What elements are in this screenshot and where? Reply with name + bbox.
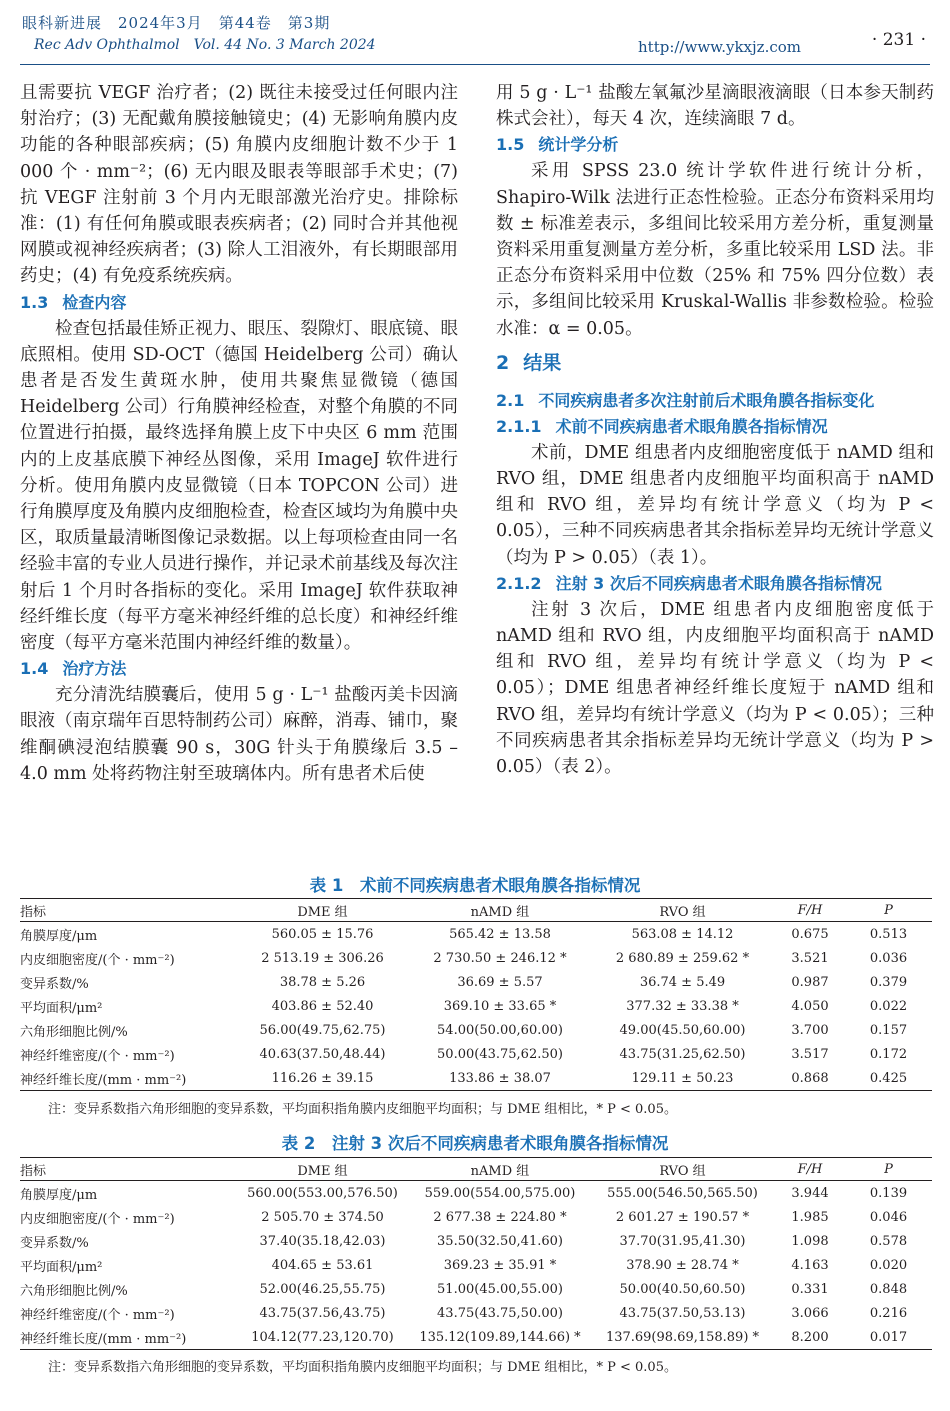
table-row [20, 1325, 932, 1350]
table-cell: 135.12(109.89,144.66) * [410, 1325, 590, 1350]
journal-title-cn: 眼科新进展 2024年3月 第44卷 第3期 [22, 14, 331, 32]
section-number: 1.5 [496, 135, 525, 155]
table-cell: 555.00(546.50,565.50) [607, 1185, 758, 1201]
paragraph: 用 5 g · L⁻¹ 盐酸左氧氟沙星滴眼液滴眼（日本参天制药株式会社），每天 4 次，连续滴眼 7 d。 [496, 83, 934, 130]
section-heading-1-3 [20, 290, 458, 316]
paragraph: 注射 3 次后，DME 组患者内皮细胞密度低于 nAMD 组和 RVO 组，内皮细胞平均面积高于 nAMD 组和 RVO 组，差异均有统计学意义（均为 P < 0.05）；DME 组患者神经纤维长度短于 nAMD 组和 RVO 组，差异均有统计学意义（均为 P < 0.05）；三种不同疾病患者其余指标差异均无统计学意义（均为 P > 0.05）（表 2）。 [496, 599, 934, 778]
table-cell: 2 730.50 ± 246.12 * [433, 950, 567, 966]
table-cell: 0.675 [791, 926, 829, 942]
table-cell: 43.75(43.75,50.00) [437, 1305, 563, 1321]
row-label: 内皮细胞密度/(个 · mm⁻²) [20, 1211, 175, 1227]
table-cell: 37.70(31.95,41.30) [619, 1233, 746, 1249]
table-row [20, 970, 932, 994]
table-cell: 0.331 [791, 1281, 829, 1297]
row-label: 神经纤维长度/(mm · mm⁻²) [20, 1066, 235, 1091]
paragraph: 检查包括最佳矫正视力、眼压、裂隙灯、眼底镜、眼底照相。使用 SD-OCT（德国 Heidelberg 公司）确认患者是否发生黄斑水肿，使用共聚焦显微镜（德国 Heidelberg 公司）行角膜神经检查，对整个角膜的不同位置进行拍摄，最终选择角膜上皮下中央区 6 mm 范围内的上皮基底膜下神经丛图像，采用 ImageJ 软件进行分析。使用角膜内皮显微镜（日本 TOPCON 公司）进行角膜厚度及角膜内皮细胞检查，检查区域均为角膜中央区，取质量最清晰图像记录数据。以上每项检查由同一名经验丰富的专业人员进行操作，并记录术前基线及每次注射后 1 个月时各指标的变化。采用 ImageJ 软件获取神经纤维长度（每平方毫米神经纤维的总长度）和神经纤维密度（每平方毫米范围内神经纤维的数量）。 [20, 318, 458, 654]
table-row [20, 1181, 932, 1206]
table-row [20, 1205, 932, 1229]
table-cell: 0.017 [845, 1325, 932, 1350]
table-row [20, 1229, 932, 1253]
section-number: 2.1.2 [496, 573, 542, 593]
row-label: 变异系数/% [20, 976, 89, 992]
table-cell: 3.700 [791, 1022, 829, 1038]
left-column [20, 80, 458, 787]
table-1-caption: 表 1 术前不同疾病患者术眼角膜各指标情况 [309, 876, 641, 895]
table-cell: 2 601.27 ± 190.57 * [615, 1209, 750, 1225]
table-cell: 1.098 [791, 1233, 829, 1249]
table-cell: 38.78 ± 5.26 [279, 974, 366, 990]
table-2-caption: 表 2 注射 3 次后不同疾病患者术眼角膜各指标情况 [281, 1134, 669, 1153]
row-label: 变异系数/% [20, 1235, 89, 1251]
section-number: 1.4 [20, 659, 49, 679]
section-title: 注射 3 次后不同疾病患者术眼角膜各指标情况 [555, 573, 882, 593]
column-header: F/H [775, 1158, 845, 1181]
column-header: P [845, 899, 932, 922]
section-title: 术前不同疾病患者术眼角膜各指标情况 [555, 416, 828, 436]
table-cell: 4.050 [791, 998, 829, 1014]
table-cell: 129.11 ± 50.23 [590, 1066, 775, 1091]
table-cell: 377.32 ± 33.38 * [626, 998, 739, 1014]
table-cell: 40.63(37.50,48.44) [259, 1046, 386, 1062]
section-number: 2.1 [496, 390, 525, 410]
table-cell: 0.513 [869, 926, 908, 942]
section-title: 统计学分析 [538, 135, 619, 155]
section-number: 2.1.1 [496, 416, 542, 436]
table-cell: 0.036 [869, 950, 908, 966]
table-cell: 36.69 ± 5.57 [457, 974, 543, 990]
table-cell: 0.172 [869, 1046, 908, 1062]
section-title: 检查内容 [62, 292, 127, 312]
section-number: 1.3 [20, 292, 49, 312]
table-row [20, 994, 932, 1018]
section-heading-1-4 [20, 656, 458, 682]
table-cell: 116.26 ± 39.15 [235, 1066, 410, 1091]
column-header: RVO 组 [590, 899, 775, 922]
paragraph: 且需要抗 VEGF 治疗者；(2) 既往未接受过任何眼内注射治疗；(3) 无配戴角膜接触镜史；(4) 无影响角膜内皮功能的各种眼部疾病；(5) 角膜内皮细胞计数不少于 1 000 个 · mm⁻²；(6) 无内眼及眼表等眼部手术史；(7) 抗 VEGF 注射前 3 个月内无眼部激光治疗史。排除标准：(1) 有任何角膜或眼表疾病者；(2) 同时合并其他视网膜或视神经疾病者；(3) 除人工泪液外，有长期眼部用药史；(4) 有免疫系统疾病。 [20, 83, 458, 287]
row-label: 平均面积/μm² [20, 1000, 103, 1016]
row-label: 角膜厚度/μm [20, 1187, 98, 1203]
column-header: 指标 [20, 899, 235, 922]
table-2-note: 注：变异系数指六角形细胞的变异系数，平均面积指角膜内皮细胞平均面积；与 DME 组相比，* P < 0.05。 [48, 1360, 677, 1375]
table-cell: 2 677.38 ± 224.80 * [433, 1209, 567, 1225]
table-cell: 49.00(45.50,60.00) [619, 1022, 746, 1038]
section-heading-2 [496, 348, 934, 378]
table-cell: 565.42 ± 13.58 [449, 926, 551, 942]
table-cell: 43.75(37.56,43.75) [259, 1305, 386, 1321]
table-cell: 50.00(43.75,62.50) [437, 1046, 563, 1062]
row-label: 六角形细胞比例/% [20, 1283, 128, 1299]
column-header: F/H [775, 899, 845, 922]
table-cell: 104.12(77.23,120.70) [235, 1325, 410, 1350]
row-label: 内皮细胞密度/(个 · mm⁻²) [20, 952, 175, 968]
table-cell: 0.046 [869, 1209, 908, 1225]
table-1-note: 注：变异系数指六角形细胞的变异系数，平均面积指角膜内皮细胞平均面积；与 DME 组相比，* P < 0.05。 [48, 1102, 677, 1117]
table-cell: 3.517 [791, 1046, 829, 1062]
section-heading-2-1-1 [496, 414, 934, 440]
table-cell: 0.157 [869, 1022, 908, 1038]
row-label: 平均面积/μm² [20, 1259, 103, 1275]
table-cell: 563.08 ± 14.12 [631, 926, 734, 942]
table-cell: 36.74 ± 5.49 [639, 974, 726, 990]
table-row [20, 1018, 932, 1042]
table-cell: 0.578 [869, 1233, 908, 1249]
page-number: · 231 · [871, 30, 926, 50]
table-cell: 43.75(31.25,62.50) [619, 1046, 746, 1062]
table-cell: 54.00(50.00,60.00) [437, 1022, 563, 1038]
table-cell: 0.022 [869, 998, 908, 1014]
column-header: DME 组 [235, 1158, 410, 1181]
table-cell: 403.86 ± 52.40 [271, 998, 374, 1014]
table-cell: 378.90 ± 28.74 * [626, 1257, 739, 1273]
table-cell: 51.00(45.00,55.00) [437, 1281, 563, 1297]
paragraph: 充分清洗结膜囊后，使用 5 g · L⁻¹ 盐酸丙美卡因滴眼液（南京瑞年百思特制药公司）麻醉，消毒、铺巾，聚维酮碘浸泡结膜囊 90 s，30G 针头于角膜缘后 3.5 – 4.0 mm 处将药物注射至玻璃体内。所有患者术后使 [20, 685, 458, 784]
right-column [496, 80, 934, 780]
table-cell: 560.05 ± 15.76 [271, 926, 374, 942]
table-cell: 3.944 [791, 1185, 829, 1201]
section-heading-2-1-2 [496, 571, 934, 597]
page-header [20, 12, 930, 65]
row-label: 六角形细胞比例/% [20, 1024, 128, 1040]
table-cell: 559.00(554.00,575.00) [424, 1185, 576, 1201]
section-title: 治疗方法 [62, 659, 127, 679]
table-cell: 3.521 [791, 950, 829, 966]
table-cell: 2 680.89 ± 259.62 * [615, 950, 750, 966]
column-header: 指标 [20, 1158, 235, 1181]
column-header: nAMD 组 [410, 1158, 590, 1181]
table-cell: 137.69(98.69,158.89) * [590, 1325, 775, 1350]
row-label: 角膜厚度/μm [20, 928, 98, 944]
table-row [20, 946, 932, 970]
table-cell: 2 513.19 ± 306.26 [261, 950, 384, 966]
table-cell: 0.848 [869, 1281, 908, 1297]
section-number: 2 [496, 351, 510, 374]
table-2 [20, 1157, 932, 1350]
column-header: RVO 组 [590, 1158, 775, 1181]
table-cell: 0.868 [775, 1066, 845, 1091]
table-cell: 133.86 ± 38.07 [410, 1066, 590, 1091]
table-cell: 52.00(46.25,55.75) [259, 1281, 386, 1297]
table-row [20, 1066, 932, 1091]
row-label: 神经纤维密度/(个 · mm⁻²) [20, 1048, 175, 1064]
table-cell: 4.163 [791, 1257, 829, 1273]
journal-url[interactable]: http://www.ykxjz.com [638, 38, 801, 56]
section-heading-2-1 [496, 388, 934, 414]
table-cell: 43.75(37.50,53.13) [619, 1305, 746, 1321]
table-cell: 0.216 [869, 1305, 908, 1321]
table-row [20, 1301, 932, 1325]
section-title: 不同疾病患者多次注射前后术眼角膜各指标变化 [538, 390, 875, 410]
table-cell: 1.985 [791, 1209, 829, 1225]
table-row [20, 1042, 932, 1066]
table-header-row [20, 1158, 932, 1181]
column-header: DME 组 [235, 899, 410, 922]
table-row [20, 1253, 932, 1277]
paragraph: 术前，DME 组患者内皮细胞密度低于 nAMD 组和 RVO 组，DME 组患者内皮细胞平均面积高于 nAMD 组和 RVO 组，差异均有统计学意义（均为 P < 0.05），三种不同疾病患者其余指标差异均无统计学意义（均为 P > 0.05）（表 1）。 [496, 442, 934, 568]
table-cell: 3.066 [791, 1305, 829, 1321]
table-cell: 560.00(553.00,576.50) [247, 1185, 398, 1201]
section-title: 结果 [523, 351, 562, 374]
table-cell: 35.50(32.50,41.60) [437, 1233, 563, 1249]
table-cell: 369.23 ± 35.91 * [443, 1257, 557, 1273]
table-cell: 0.020 [869, 1257, 908, 1273]
row-label: 神经纤维密度/(个 · mm⁻²) [20, 1307, 175, 1323]
table-cell: 369.10 ± 33.65 * [443, 998, 557, 1014]
table-cell: 37.40(35.18,42.03) [259, 1233, 386, 1249]
table-row [20, 922, 932, 947]
section-heading-1-5 [496, 132, 934, 158]
table-1 [20, 898, 932, 1091]
paragraph: 采用 SPSS 23.0 统计学软件进行统计分析，Shapiro-Wilk 法进行正态性检验。正态分布资料采用均数 ± 标准差表示，多组间比较采用方差分析，重复测量资料采用重复测量方差分析，多重比较采用 LSD 法。非正态分布资料采用中位数（25% 和 75% 四分位数）表示，多组间比较采用 Kruskal-Wallis 非参数检验。检验水准：α = 0.05。 [496, 161, 934, 339]
row-label: 神经纤维长度/(mm · mm⁻²) [20, 1325, 235, 1350]
table-cell: 56.00(49.75,62.75) [259, 1022, 386, 1038]
table-cell: 0.139 [869, 1185, 908, 1201]
table-cell: 0.987 [791, 974, 829, 990]
journal-title-en: Rec Adv Ophthalmol Vol. 44 No. 3 March 2024 [34, 37, 376, 53]
table-cell: 2 505.70 ± 374.50 [261, 1209, 384, 1225]
table-cell: 404.65 ± 53.61 [271, 1257, 374, 1273]
column-header: P [845, 1158, 932, 1181]
column-header: nAMD 组 [410, 899, 590, 922]
table-cell: 50.00(40.50,60.50) [619, 1281, 746, 1297]
table-cell: 8.200 [775, 1325, 845, 1350]
table-cell: 0.379 [869, 974, 908, 990]
table-header-row [20, 899, 932, 922]
table-row [20, 1277, 932, 1301]
table-cell: 0.425 [845, 1066, 932, 1091]
